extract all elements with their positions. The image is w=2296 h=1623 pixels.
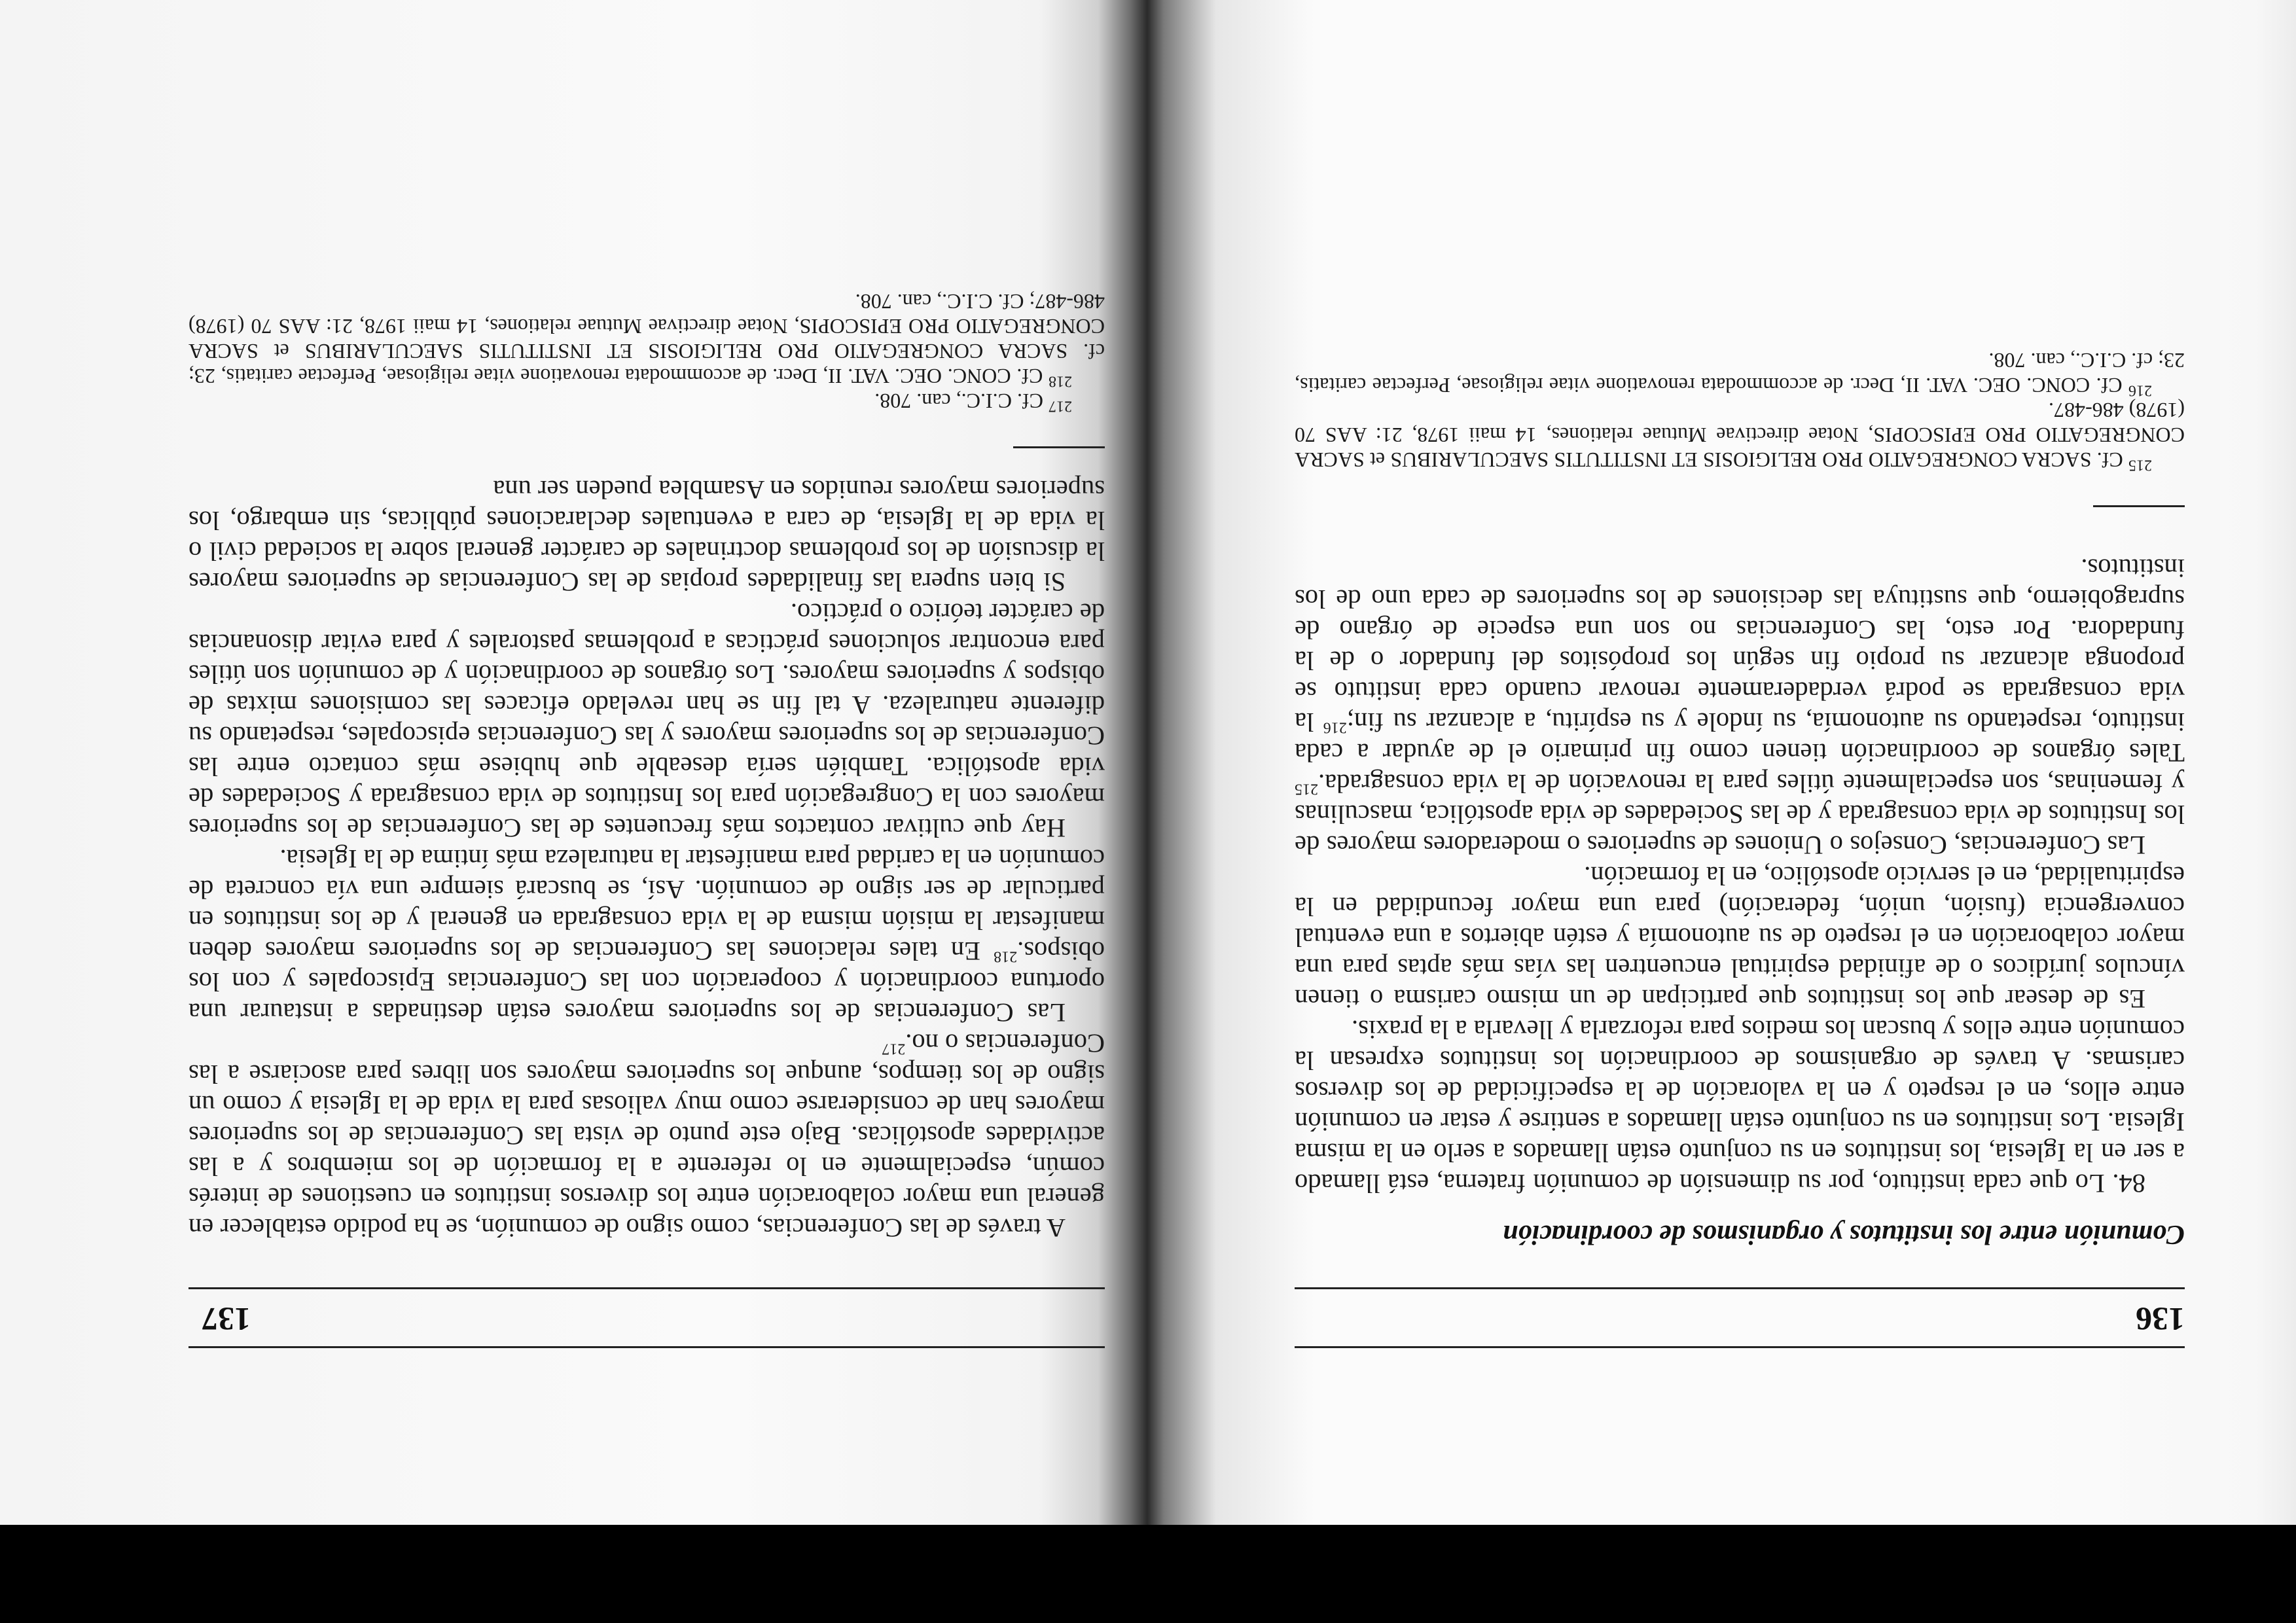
footnote-ref[interactable]: 216	[1323, 719, 1347, 736]
paragraph: Es de desear que los institutos que participan de un mismo carisma o tienen vínculos jurídicos o de afinidad espiritual encuentren las vías más aptas para una mayor colaboración en el respeto de su autonomía y estén abiertos a una eventual convergencia (fusión, unión, federación) para una mayor fecundidad en la espiritualidad, en el servicio apostólico, en la formación.	[1295, 861, 2185, 1014]
footnote: $^{216}$ Cf. CONC. OEC. VAT. II, Decr. de accommodata renovatione vitae religiosae, Perfectae caritatis, 23; cf. C.I.C., can. 708.	[1294, 349, 2185, 399]
footnote-ref[interactable]: 217	[882, 1040, 906, 1058]
footnote-ref[interactable]: 218	[994, 948, 1018, 965]
header-rule	[1295, 1287, 2185, 1289]
paragraph-84: 84. Lo que cada instituto, por su dimensión de comunión fraterna, está llamado a ser en la Iglesia, los institutos en su conjunto están llamados a serlo en la misma Iglesia. Los institutos en su conjunto están llamados a sentirse y estar en comunión entre ellos, en el respeto y en la valoración de la especificidad de los diversos carismas. A través de organismos de coordinación los institutos expresan la comunión entre ellos y buscan los medios para reforzarla y llevarla a la praxis.	[1295, 1015, 2185, 1198]
right-page-body	[188, 289, 1105, 1243]
paragraph: Si bien supera las finalidades propias de las Conferencias de superiores mayores la discusión de los problemas doctrinales de carácter general sobre la sociedad civil o la vida de la Iglesia, de cara a eventuales declaraciones públicas, sin embargo, los superiores mayores reunidos en Asamblea pueden ser una	[188, 475, 1105, 597]
top-rule	[188, 1346, 1105, 1348]
section-heading: Comunión entre los institutos y organismos de coordinación	[1502, 1219, 2185, 1249]
paragraph: Las Conferencias de los superiores mayores están destinadas a instaurar una oportuna coordinación y cooperación con las Conferencias Episcopales y con los obispos.$^{218}$ En tales relaciones las Conferencias de los superiores mayores deben manifestar la misión misma de la vida consagrada en general y de los institutos en particular de ser signo de comunión. Así, se buscará siempre una vía concreta de comunión en la caridad para manifestar la naturaleza más íntima de la Iglesia.	[188, 844, 1105, 1027]
footnote-separator	[2093, 505, 2185, 507]
paragraph: Las Conferencias, Consejos o Uniones de superiores o moderadores mayores de los Institutos de vida consagrada y de las Sociedades de vida apostólica, masculinas y femeninas, son especialmente útiles para la renovación de la vida consagrada.$^{215}$ Tales órganos de coordinación tienen como fin primario el de ayudar a cada instituto, respetando su autonomía, su índole y su espíritu, a alcanzar su fin;$^{216}$ la vida consagrada se podrá verdaderamente renovar cuando cada instituto se proponga alcanzar su propio fin según los propósitos del fundador o de la fundadora. Por esto, las Conferencias no son una especie de órgano de supragobierno, que sustituya las decisiones de los superiores de cada uno de los institutos.	[1295, 554, 2185, 860]
footnote-ref[interactable]: 215	[1295, 780, 1318, 798]
page-137	[0, 0, 1144, 1525]
page-136	[1151, 0, 2296, 1525]
paragraph: A través de las Conferencias, como signo de comunión, se ha podido establecer en general una mayor colaboración entre los diversos institutos en cuestiones de interés común, especialmente en lo referente a la formación de los miembros y a las actividades apostólicas. Bajo este punto de vista las Conferencias de los superiores mayores han de considerarse como muy valiosas para la vida de la Iglesia y como un signo de los tiempos, aunque los superiores mayores son libres para asociarse a las Conferencias o no.$^{217}$	[188, 1029, 1105, 1243]
paragraph: Hay que cultivar contactos más frecuentes de las Conferencias de los superiores mayores con la Congregación para los Institutos de vida consagrada y Sociedades de vida apostólica. También sería deseable que hubiese más contacto entre las Conferencias de los superiores mayores y las Conferencias episcopales, respetando su diferente naturaleza. A tal fin se han revelado eficaces las comisiones mixtas de obispos y superiores mayores. Los órganos de coordinación y de comunión son útiles para encontrar soluciones prácticas a problemas pastorales y para evitar disonancias de carácter teórico o práctico.	[188, 598, 1105, 843]
page-number: 137	[202, 1301, 251, 1338]
footnote-separator	[1013, 446, 1105, 448]
left-page-body	[1295, 348, 2185, 1250]
footnote: $^{218}$ Cf. CONC. OEC. VAT. II, Decr. de accommodata renovatione vitae religiosae, Perfectae caritatis, 23; cf. SACRA CONGREGATIO PRO RELIGIOSIS ET INSTITUTIS SAECULARIBUS et SACRA CONGREGATIO PRO EPISCOPIS, Notae directivae Mutuae relationes, 14 maii 1978, 21: AAS 70 (1978) 486-487; Cf. C.I.C., can. 708.	[188, 290, 1105, 390]
page-number: 136	[2136, 1301, 2185, 1338]
footnote: $^{215}$ Cf. SACRA CONGREGATIO PRO RELIGIOSIS ET INSTITUTIS SAECULARIBUS et SACRA CONGREGATIO PRO EPISCOPIS, Notae directivae Mutuae relationes, 14 maii 1978, 21: AAS 70 (1978) 486-487.	[1295, 399, 2185, 474]
header-rule	[188, 1287, 1105, 1289]
footnote: $^{217}$ Cf. C.I.C., can. 708.	[874, 389, 1072, 415]
top-rule	[1295, 1346, 2185, 1348]
